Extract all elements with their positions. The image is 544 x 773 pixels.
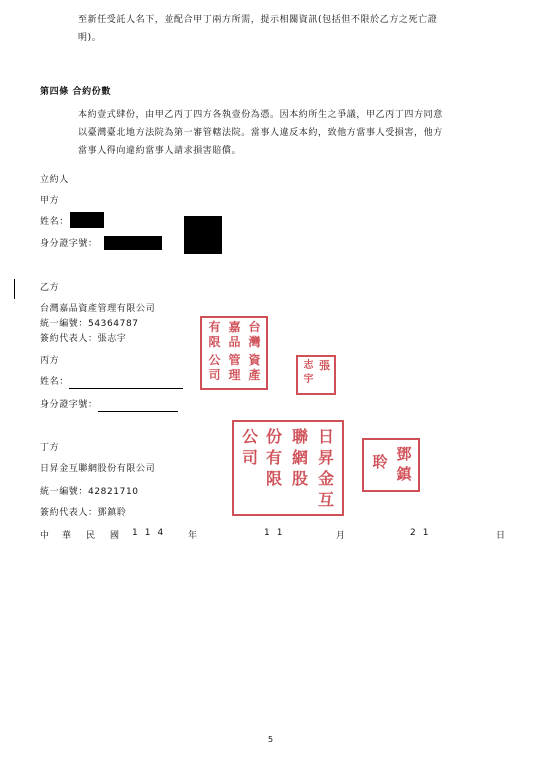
article-4-heading: 第四條 合約份數 — [40, 87, 111, 97]
party-c-id-field[interactable] — [98, 401, 178, 412]
party-a-id-label: 身分證字號： — [40, 239, 98, 249]
party-d-tax-id: 統一編號：42821710 — [40, 487, 139, 497]
party-d-company: 日昇金互聯網股份有限公司 — [40, 464, 156, 474]
date-era-2: 華 — [62, 531, 72, 541]
party-a-name-label: 姓名： — [40, 217, 69, 227]
date-month: 11 — [264, 528, 290, 538]
signatories-heading: 立約人 — [40, 175, 69, 185]
top-para-line-1: 至新任受託人名下，並配合甲丁兩方所需，提示相關資訊(包括但不限於乙方之死亡證 — [78, 15, 438, 25]
party-d-label: 丁方 — [40, 443, 60, 453]
party-a-id-redaction — [104, 236, 162, 250]
party-c-label: 丙方 — [40, 356, 60, 366]
party-c-id-text: 身分證字號： — [40, 400, 98, 410]
article-4-line-2: 以臺灣臺北地方法院為第一審管轄法院。當事人違反本約，致他方當事人受損害，他方 — [78, 128, 443, 138]
page-number: 5 — [268, 735, 274, 744]
party-b-company: 台灣嘉品資產管理有限公司 — [40, 304, 156, 314]
party-d-rep-seal: 鄧 鎮 聆 — [362, 438, 420, 492]
date-day: 21 — [410, 528, 436, 538]
party-d-company-seal: 日 昇 金 互 聯 網 股 份 有 限 公 司 — [232, 420, 344, 516]
party-b-representative: 簽約代表人：張志宇 — [40, 334, 127, 344]
party-b-rep-seal: 張 志 宇 — [296, 355, 336, 395]
date-era-4: 國 — [110, 531, 120, 541]
date-month-unit: 月 — [336, 531, 346, 541]
party-c-name-field[interactable] — [69, 378, 183, 389]
article-4-line-1: 本約壹式肆份，由甲乙丙丁四方各執壹份為憑。因本約所生之爭議，甲乙丙丁四方同意 — [78, 110, 443, 120]
party-b-tax-id: 統一編號：54364787 — [40, 319, 139, 329]
article-4-line-3: 當事人得向違約當事人請求損害賠償。 — [78, 146, 242, 156]
date-year: 114 — [132, 528, 171, 538]
date-year-unit: 年 — [188, 531, 198, 541]
text-cursor-mark — [14, 279, 15, 299]
party-d-representative: 簽約代表人：鄧鎮聆 — [40, 508, 127, 518]
date-line — [40, 528, 510, 542]
party-c-id-label — [40, 399, 178, 412]
date-era-3: 民 — [86, 531, 96, 541]
date-era-1: 中 — [40, 531, 50, 541]
party-a-label: 甲方 — [40, 196, 60, 206]
party-a-seal-redaction — [184, 216, 222, 254]
party-b-label: 乙方 — [40, 283, 60, 293]
date-day-unit: 日 — [496, 531, 506, 541]
party-c-name-label — [40, 376, 183, 389]
party-a-name-redaction — [70, 212, 104, 228]
party-b-company-seal: 台 灣 嘉 品 有 限 資 產 管 理 公 司 — [200, 316, 268, 390]
party-c-name-text: 姓名： — [40, 377, 69, 387]
top-para-line-2: 明)。 — [78, 33, 102, 43]
